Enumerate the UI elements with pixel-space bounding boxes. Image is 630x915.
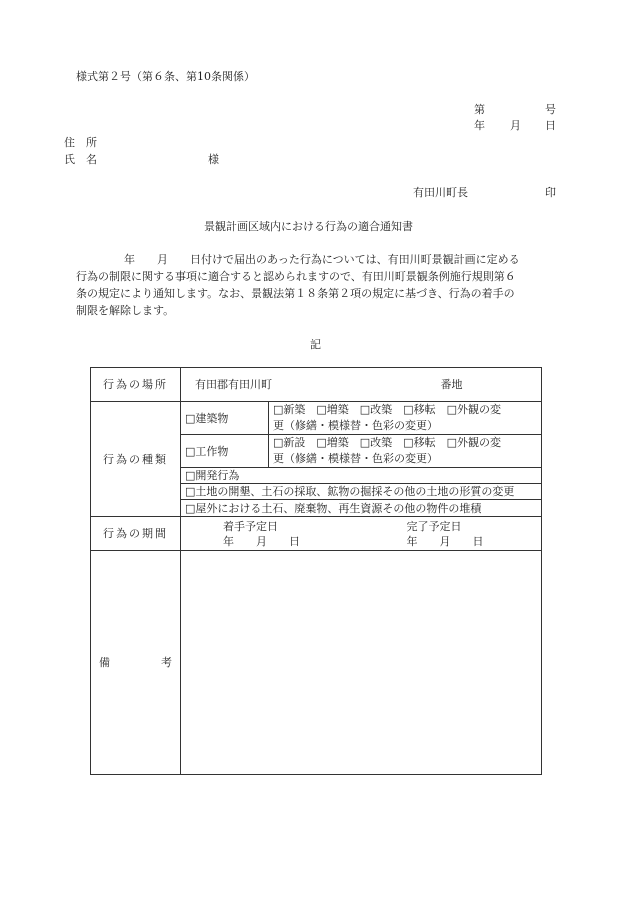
development-option: □開発行為: [181, 468, 542, 484]
period-cell: [181, 517, 542, 551]
date-month: 月: [510, 119, 521, 132]
building-options: [269, 402, 542, 435]
building-label: □建築物: [181, 402, 269, 435]
period-row: [91, 517, 542, 551]
issuer-title: 有田川町長: [413, 186, 468, 199]
end-label: 完了予定日: [406, 519, 462, 533]
location-label: 行為の場所: [91, 368, 181, 402]
type-label: 行為の種類: [91, 402, 181, 517]
remarks-label-2: 考: [161, 656, 172, 669]
start-date: 年 月 日: [223, 534, 300, 548]
body-line: 年 月 日付けで届出のあった行為については、有田川町景観計画に定める: [124, 253, 520, 266]
body-text: [76, 251, 556, 319]
date-year: 年: [474, 119, 485, 132]
doc-number-prefix: 第: [474, 103, 485, 116]
location-cell: [181, 368, 542, 402]
remarks-row: [91, 551, 542, 775]
structure-options-line1: □新設 □増築 □改築 □移転 □外観の変: [273, 436, 501, 449]
ki-mark: 記: [310, 338, 321, 351]
structure-label: □工作物: [181, 435, 269, 468]
body-line: 行為の制限に関する事項に適合すると認められますので、有田川町景観条例施行規則第６: [76, 270, 516, 283]
document-title: 景観計画区域内における行為の適合通知書: [204, 220, 413, 233]
seal-mark: 印: [545, 186, 556, 199]
location-banchi: 番地: [440, 378, 463, 391]
remarks-label: [91, 551, 181, 775]
structure-options-line2: 更（修繕・模様替・色彩の変更）: [273, 452, 438, 465]
location-row: [91, 368, 542, 402]
form-number: 様式第２号（第６条、第10条関係）: [76, 70, 255, 83]
remarks-label-1: 備: [99, 656, 110, 669]
remarks-field[interactable]: [181, 551, 542, 775]
building-options-line2: 更（修繕・模様替・色彩の変更）: [273, 419, 438, 432]
land-form-option: □土地の開墾、土石の採取、鉱物の掘採その他の土地の形質の変更: [181, 484, 542, 500]
honorific: 様: [208, 153, 219, 166]
name-label: 氏 名: [64, 153, 97, 166]
body-line: 条の規定により通知します。なお、景観法第１８条第２項の規定に基づき、行為の着手の: [76, 287, 515, 300]
address-label: 住 所: [64, 136, 97, 149]
start-label: 着手予定日: [223, 519, 278, 533]
body-line: 制限を解除します。: [76, 304, 175, 317]
outdoor-storage-option: □屋外における土石、廃棄物、再生資源その他の物件の堆積: [181, 500, 542, 517]
end-date: 年 月 日: [406, 534, 484, 548]
structure-options: [269, 435, 542, 468]
notification-table: [90, 367, 542, 775]
building-options-line1: □新築 □増築 □改築 □移転 □外観の変: [273, 403, 501, 416]
date-day: 日: [545, 119, 556, 132]
period-label: 行為の期間: [91, 517, 181, 551]
type-row-building: [91, 402, 542, 435]
doc-number-suffix: 号: [545, 103, 556, 116]
location-value: 有田郡有田川町: [195, 378, 272, 391]
